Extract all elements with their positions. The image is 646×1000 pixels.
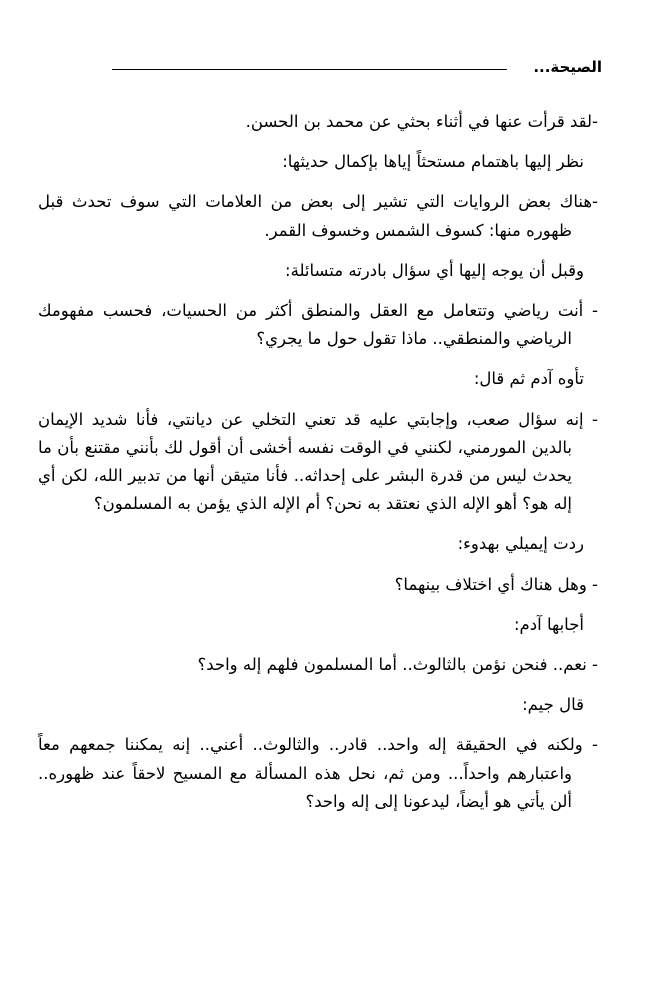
dialogue-paragraph: -هناك بعض الروايات التي تشير إلى بعض من العلامات التي سوف تحدث قبل ظهوره منها: كسوف الشمس وخسوف القمر. [38, 192, 598, 240]
dialogue-paragraph: - نعم.. فنحن نؤمن بالثالوث.. أما المسلمون فلهم إله واحد؟ [197, 655, 598, 675]
narration-paragraph: نظر إليها باهتمام مستحثاً إياها بإكمال حديثها: [282, 152, 584, 172]
narration-paragraph: قال جيم: [522, 695, 584, 715]
narration-paragraph: ردت إيميلي بهدوء: [457, 534, 584, 554]
narration-paragraph: تأوه آدم ثم قال: [473, 369, 584, 389]
header-rule [112, 69, 507, 70]
body-text [38, 108, 598, 828]
dialogue-paragraph: - ولكنه في الحقيقة إله واحد.. قادر.. والثالوث.. أعني.. إنه يمكننا جمعهم معاً واعتبارهم واحداً... ومن ثم، نحل هذه المسألة مع المسيح لاحقاً عند ظهوره.. ألن يأتي هو أيضاً، ليدعونا إلى إله واحد؟ [38, 735, 598, 811]
dialogue-paragraph: - أنت رياضي وتتعامل مع العقل والمنطق أكثر من الحسيات، فحسب مفهومك الرياضي والمنطقي.. ماذا تقول حول ما يجري؟ [38, 301, 598, 349]
dialogue-paragraph: - وهل هناك أي اختلاف بينهما؟ [394, 574, 598, 594]
narration-paragraph: وقبل أن يوجه إليها أي سؤال بادرته متسائلة: [285, 260, 584, 280]
dialogue-paragraph: - إنه سؤال صعب، وإجابتي عليه قد تعني التخلي عن ديانتي، فأنا شديد الإيمان بالدين المورمني، لكنني في الوقت نفسه أخشى أن أقول لك بأنني مقتنع بأن ما يحدث ليس من قدرة البشر على إحداثه.. فأنا متيقن أنها من تدبير الله، لكن أي إله هو؟ أهو الإله الذي نعتقد به نحن؟ أم الإله الذي يؤمن به المسلمون؟ [38, 409, 598, 514]
running-header [112, 58, 602, 82]
header-title: الصيحة... [533, 58, 602, 76]
narration-paragraph: أجابها آدم: [514, 614, 584, 634]
dialogue-paragraph: -لقد قرأت عنها في أثناء بحثي عن محمد بن الحسن. [245, 112, 598, 131]
